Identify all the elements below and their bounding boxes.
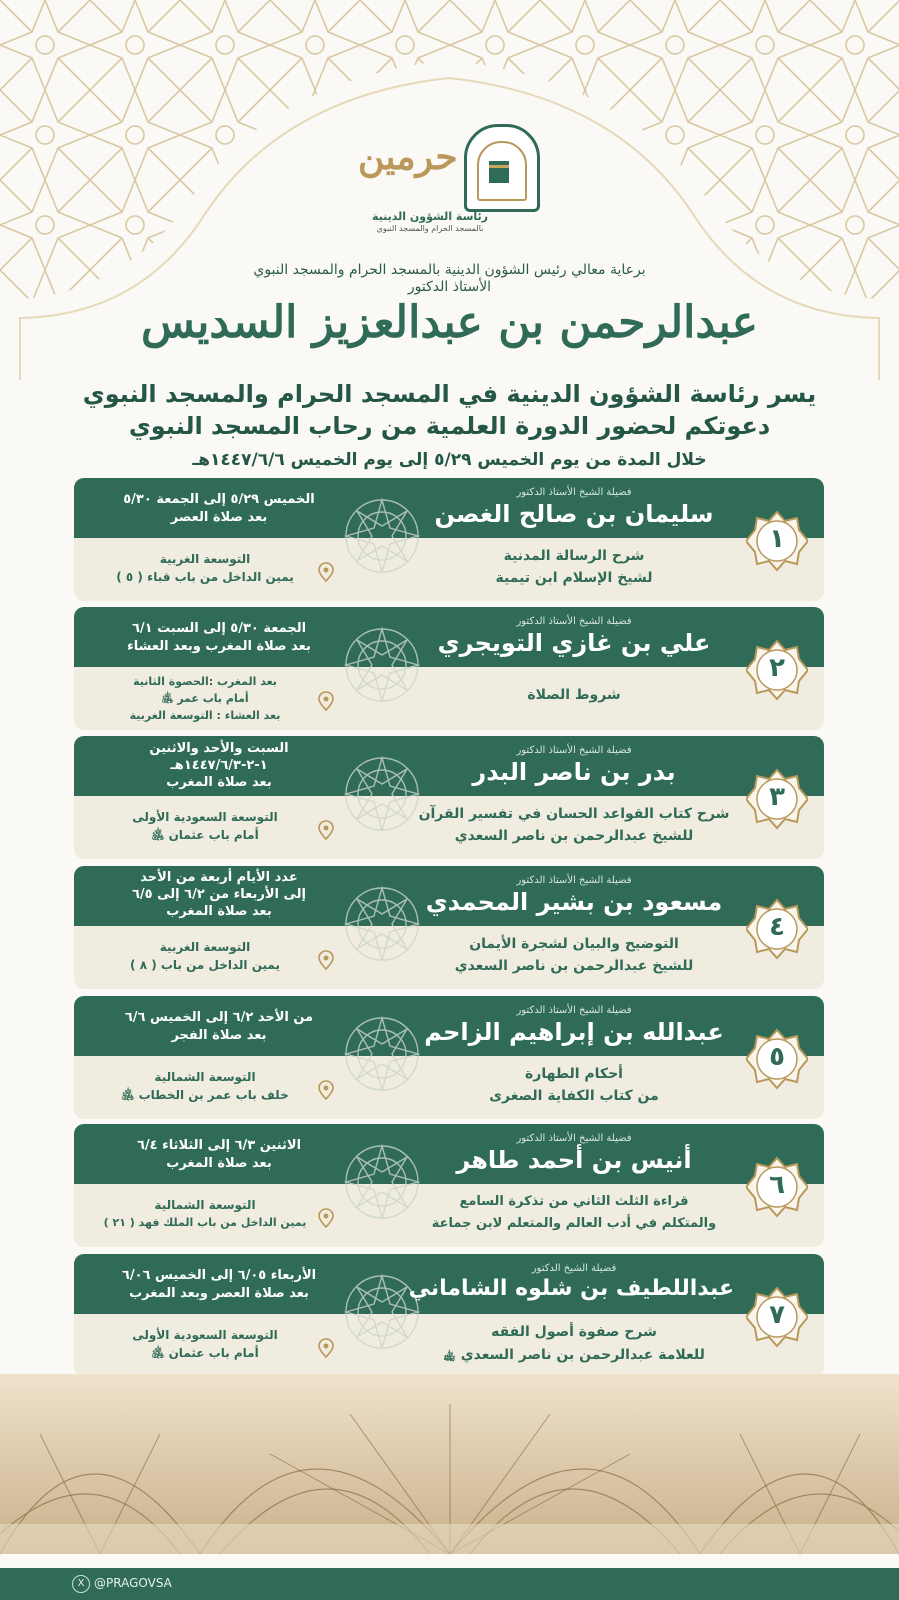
course-book-line: للشيخ عبدالرحمن بن ناصر السعدي [454, 958, 694, 974]
course-book-line: من كتاب الكفاية الصغرى [489, 1088, 659, 1104]
course-book-line: والمتكلم في أدب العالم والمتعلم لابن جماعة [431, 1216, 717, 1231]
course-card [74, 996, 824, 1119]
headline-line-1: يسر رئاسة الشؤون الدينية في المسجد الحرام والمسجد النبوي [82, 380, 817, 408]
logo-caption-main: رئاسة الشؤون الدينية [372, 210, 488, 223]
scholar-title: فضيلة الشيخ الأستاذ الدكتور [516, 875, 632, 886]
course-time-line: الأربعاء ٦/٠٥ إلى الخميس ٦/٠٦ [121, 1268, 317, 1283]
course-time-line: بعد صلاة المغرب [166, 1156, 272, 1171]
course-time-line: السبت والأحد والاثنين [149, 741, 289, 756]
course-book-line: لشيخ الإسلام ابن تيمية [495, 570, 653, 586]
location-pin-icon [318, 820, 334, 840]
location-pin-icon [318, 1080, 334, 1100]
course-number: ١ [769, 524, 785, 554]
course-time-line: ١-٢-١٤٤٧/٦/٣هـ [170, 758, 268, 773]
course-time-line: عدد الأيام أربعة من الأحد [140, 870, 298, 885]
course-time-line: بعد صلاة المغرب وبعد العشاء [127, 639, 311, 654]
logo-caption-sub: بالمسجد الحرام والمسجد النبوي [376, 224, 484, 233]
scholar-title: فضيلة الشيخ الدكتور [531, 1263, 617, 1274]
course-location-line: أمام باب عثمان ﵁ [151, 1346, 259, 1360]
course-time-line: بعد صلاة المغرب [166, 904, 272, 919]
course-location-line: خلف باب عمر بن الخطاب ﵁ [121, 1088, 289, 1102]
kaaba-emblem-icon [464, 124, 540, 212]
course-location-line: التوسعة الغربية [159, 552, 251, 566]
course-location-line: بعد المغرب :الحصوة الثانية [133, 675, 277, 688]
location-pin-icon [318, 691, 334, 711]
social-handle[interactable]: @PRAGOVSA [94, 1576, 172, 1590]
scholar-title: فضيلة الشيخ الأستاذ الدكتور [516, 616, 632, 627]
headline-line-2: دعوتكم لحضور الدورة العلمية من رحاب المسجد النبوي [128, 412, 771, 440]
x-social-icon[interactable]: X [72, 1575, 90, 1593]
course-card [74, 1254, 824, 1377]
rosette-ornament-icon [342, 625, 422, 705]
scholar-name: عبدالله بن إبراهيم الزاحم [424, 1018, 724, 1046]
course-location-line: بعد العشاء : التوسعة الغربية [129, 709, 281, 722]
course-number: ٤ [769, 912, 785, 942]
course-card [74, 1124, 824, 1247]
scholar-name: سليمان بن صالح الغصن [434, 500, 714, 528]
scholar-name: بدر بن ناصر البدر [472, 758, 676, 786]
patron-line-2: الأستاذ الدكتور [407, 279, 492, 295]
location-pin-icon [318, 950, 334, 970]
location-pin-icon [318, 1338, 334, 1358]
patron-line-1: برعاية معالي رئيس الشؤون الدينية بالمسجد الحرام والمسجد النبوي [253, 262, 646, 278]
scholar-title: فضيلة الشيخ الأستاذ الدكتور [516, 487, 632, 498]
scholar-title: فضيلة الشيخ الأستاذ الدكتور [516, 745, 632, 756]
course-location-line: التوسعة السعودية الأولى [132, 1328, 278, 1342]
course-book-line: شرح صفوة أصول الفقه [491, 1324, 657, 1340]
course-book-line: قراءة الثلث الثاني من تذكرة السامع [459, 1194, 689, 1209]
course-time-line: بعد صلاة العصر وبعد المغرب [129, 1286, 309, 1301]
rosette-ornament-icon [342, 884, 422, 964]
location-pin-icon [318, 1208, 334, 1228]
course-card [74, 736, 824, 859]
scholar-title: فضيلة الشيخ الأستاذ الدكتور [516, 1133, 632, 1144]
logo-wordmark: حرمين [358, 136, 458, 178]
course-book-line: شروط الصلاة [527, 687, 621, 703]
scholar-name: عبداللطيف بن شلوه الشاماني [408, 1276, 734, 1301]
course-book-line: شرح كتاب القواعد الحسان في تفسير القرآن [418, 806, 730, 822]
patron-name-calligraphy: عبدالرحمن بن عبدالعزيز السديس [141, 297, 758, 348]
course-location-line: يمين الداخل من باب ( ٨ ) [130, 958, 280, 972]
rosette-ornament-icon [342, 754, 422, 834]
course-time-line: إلى الأربعاء من ٦/٢ إلى ٦/٥ [132, 887, 306, 902]
headline-dates: خلال المدة من يوم الخميس ٥/٢٩ إلى يوم الخميس ١٤٤٧/٦/٦هـ [192, 450, 707, 470]
course-number: ٥ [769, 1042, 785, 1072]
course-time-line: من الأحد ٦/٢ إلى الخميس ٦/٦ [124, 1010, 314, 1025]
dome-ceiling-artwork [0, 1374, 899, 1554]
course-card [74, 866, 824, 989]
course-location-line: أمام باب عثمان ﵁ [151, 828, 259, 842]
haramain-logo [350, 124, 550, 234]
course-book-line: التوضيح والبيان لشجرة الأيمان [469, 936, 679, 952]
scholar-title: فضيلة الشيخ الأستاذ الدكتور [516, 1005, 632, 1016]
course-time-line: بعد صلاة الفجر [171, 1028, 267, 1043]
course-number: ٣ [769, 782, 785, 812]
course-location-line: أمام باب عمر ﵁ [161, 692, 249, 705]
course-book-line: للشيخ عبدالرحمن بن ناصر السعدي [454, 828, 694, 844]
course-book-line: للعلامة عبدالرحمن بن ناصر السعدي ﵀ [443, 1347, 705, 1363]
rosette-ornament-icon [342, 496, 422, 576]
course-book-line: أحكام الطهارة [525, 1066, 623, 1082]
scholar-name: أنيس بن أحمد طاهر [456, 1146, 692, 1174]
scholar-name: علي بن غازي التويجري [437, 629, 711, 657]
course-number: ٢ [769, 653, 785, 683]
course-number: ٧ [769, 1300, 785, 1330]
course-number: ٦ [769, 1170, 785, 1200]
course-location-line: التوسعة السعودية الأولى [132, 810, 278, 824]
rosette-ornament-icon [342, 1142, 422, 1222]
course-time-line: بعد صلاة المغرب [166, 775, 272, 790]
rosette-ornament-icon [342, 1014, 422, 1094]
course-time-line: الجمعة ٥/٣٠ إلى السبت ٦/١ [131, 621, 307, 636]
location-pin-icon [318, 562, 334, 582]
course-time-line: بعد صلاة العصر [170, 510, 268, 525]
course-location-line: التوسعة الغربية [159, 940, 251, 954]
course-time-line: الخميس ٥/٢٩ إلى الجمعة ٥/٣٠ [123, 492, 315, 507]
course-location-line: التوسعة الشمالية [154, 1070, 256, 1084]
course-book-line: شرح الرسالة المدنية [503, 548, 645, 564]
scholar-name: مسعود بن بشير المحمدي [425, 888, 723, 916]
course-card [74, 478, 824, 601]
course-location-line: يمين الداخل من باب قباء ( ٥ ) [116, 570, 294, 584]
course-card [74, 607, 824, 730]
footer-bar [0, 1568, 899, 1600]
course-time-line: الاثنين ٦/٣ إلى الثلاثاء ٦/٤ [136, 1138, 302, 1153]
course-location-line: التوسعة الشمالية [154, 1198, 256, 1212]
course-location-line: يمين الداخل من باب الملك فهد ( ٢١ ) [103, 1216, 307, 1229]
